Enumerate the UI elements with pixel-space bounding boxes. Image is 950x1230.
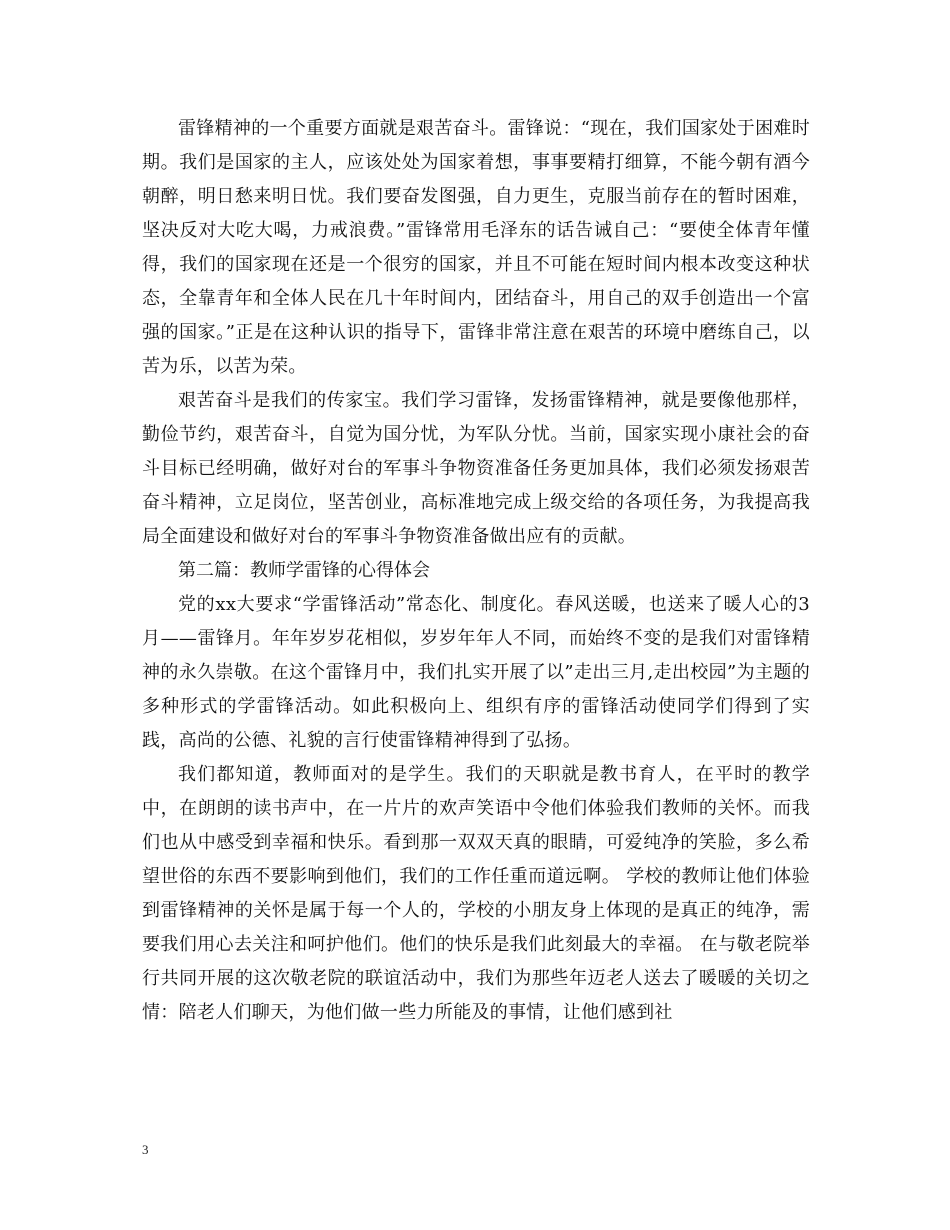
body-paragraph-3: 党的xx大要求“学雷锋活动”常态化、制度化。春风送暖，也送来了暖人心的3月——雷锋月。年年岁岁花相似，岁岁年年人不同，而始终不变的是我们对雷锋精神的永久崇敬。在这个雷锋月中，我们扎实开展了以”走出三月,走出校园”为主题的多种形式的学雷锋活动。如此积极向上、组织有序的雷锋活动使同学们得到了实践，高尚的公德、礼貌的言行使雷锋精神得到了弘扬。 <box>142 594 810 751</box>
section-heading: 第二篇：教师学雷锋的心得体会 <box>178 560 430 581</box>
document-body <box>142 112 810 1030</box>
body-paragraph-4: 我们都知道，教师面对的是学生。我们的天职就是教书育人，在平时的教学中，在朗朗的读书声中，在一片片的欢声笑语中令他们体验我们教师的关怀。而我们也从中感受到幸福和快乐。看到那一双双天真的眼睛，可爱纯净的笑脸，多么希望世俗的东西不要影响到他们，我们的工作任重而道远啊。 学校的教师让他们体验到雷锋精神的关怀是属于每一个人的，学校的小朋友身上体现的是真正的纯净，需要我们用心去关注和呵护他们。他们的快乐是我们此刻最大的幸福。 在与敬老院举行共同开展的这次敬老院的联谊活动中，我们为那些年迈老人送去了暖暖的关切之情：陪老人们聊天，为他们做一些力所能及的事情，让他们感到社 <box>142 764 810 1023</box>
body-paragraph-1: 雷锋精神的一个重要方面就是艰苦奋斗。雷锋说：“现在，我们国家处于困难时期。我们是国家的主人，应该处处为国家着想，事事要精打细算，不能今朝有酒今朝醉，明日愁来明日忧。我们要奋发图强，自力更生，克服当前存在的暂时困难，坚决反对大吃大喝，力戒浪费。”雷锋常用毛泽东的话告诫自己：“要使全体青年懂得，我们的国家现在还是一个很穷的国家，并且不可能在短时间内根本改变这种状态，全靠青年和全体人民在几十年时间内，团结奋斗，用自己的双手创造出一个富强的国家。”正是在这种认识的指导下，雷锋非常注意在艰苦的环境中磨练自己，以苦为乐，以苦为荣。 <box>142 118 810 377</box>
body-paragraph-2: 艰苦奋斗是我们的传家宝。我们学习雷锋，发扬雷锋精神，就是要像他那样，勤俭节约，艰苦奋斗，自觉为国分忧，为军队分忧。当前，国家实现小康社会的奋斗目标已经明确，做好对台的军事斗争物资准备任务更加具体，我们必须发扬艰苦奋斗精神，立足岗位，坚苦创业，高标准地完成上级交给的各项任务，为我提高我局全面建设和做好对台的军事斗争物资准备做出应有的贡献。 <box>142 390 810 547</box>
page-number: 3 <box>142 1142 149 1157</box>
